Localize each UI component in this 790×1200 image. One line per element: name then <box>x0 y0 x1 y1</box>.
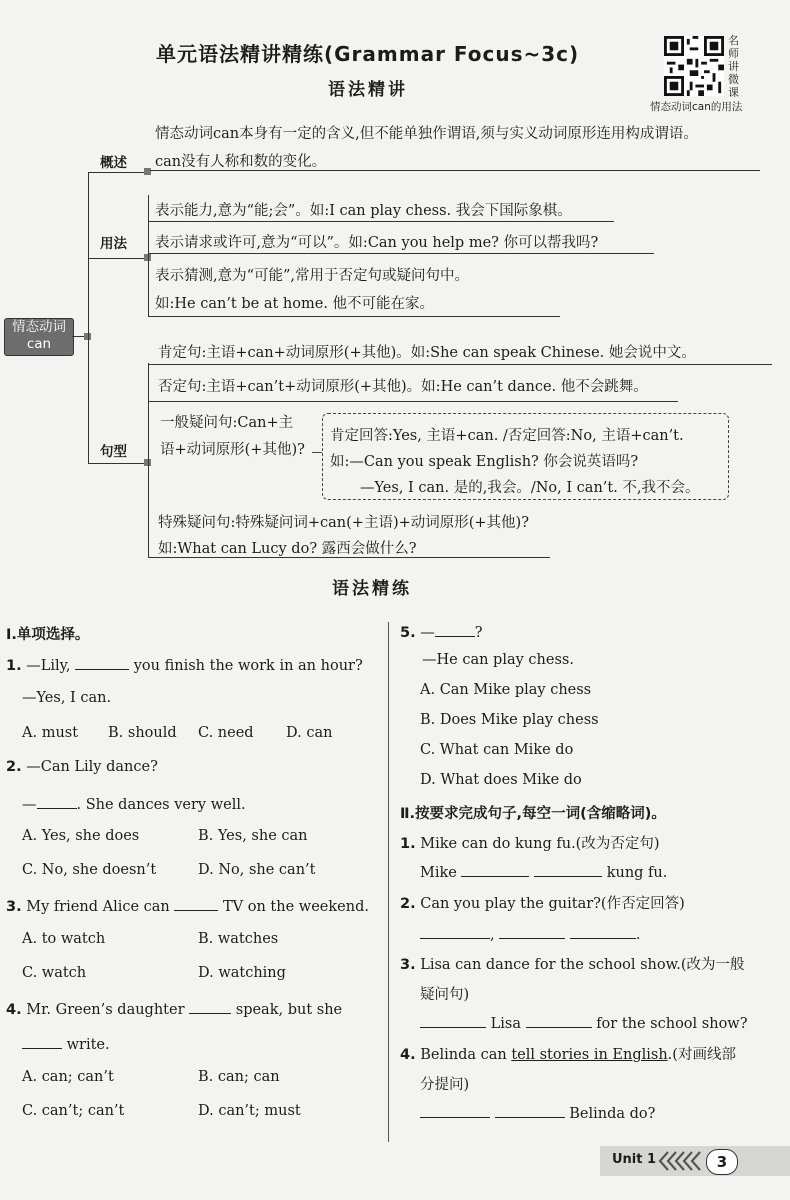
question-4-blank-2[interactable] <box>22 1034 62 1049</box>
sentence-4-prompt: 4. Belinda can tell stories in English.(对画线部 <box>400 1047 736 1063</box>
answer-rule: 肯定回答:Yes, 主语+can. /否定回答:No, 主语+can’t. <box>330 428 684 444</box>
sentence-4-blank-1[interactable] <box>420 1103 490 1118</box>
q4-option-a[interactable]: A. can; can’t <box>22 1069 114 1085</box>
q1-option-c[interactable]: C. need <box>198 725 254 741</box>
overview-text-2: can没有人称和数的变化。 <box>155 154 327 170</box>
sentence-2-blank-1[interactable] <box>420 924 490 939</box>
question-1-stem: 1. —Lily, you finish the work in an hour? <box>6 655 363 674</box>
sentence-1-blank-1[interactable] <box>461 862 529 877</box>
q1-option-b[interactable]: B. should <box>108 725 177 741</box>
sentence-4-prompt-cont: 分提问) <box>420 1077 470 1093</box>
question-5-reply: —He can play chess. <box>422 652 574 668</box>
question-4-blank-1[interactable] <box>189 999 231 1014</box>
branch-label-pattern: 句型 <box>100 444 127 460</box>
pattern-special-example: 如:What can Lucy do? 露西会做什么? <box>158 541 417 557</box>
mindmap-root: 情态动词can <box>4 318 74 356</box>
sentence-3-answer: Lisa for the school show? <box>420 1013 747 1032</box>
usage-guess: 表示猜测,意为“可能”,常用于否定句或疑问句中。 <box>155 268 470 284</box>
sentence-3-prompt: 3. Lisa can dance for the school show.(改为一般 <box>400 957 745 973</box>
sentence-2-prompt: 2. Can you play the guitar?(作否定回答) <box>400 896 685 912</box>
sentence-3-prompt-cont: 疑问句) <box>420 987 470 1003</box>
pattern-special-question: 特殊疑问句:特殊疑问词+can(+主语)+动词原形(+其他)? <box>158 515 529 531</box>
question-4-stem-cont: write. <box>22 1034 110 1053</box>
section-single-choice: Ⅰ.单项选择。 <box>6 627 90 643</box>
q4-option-c[interactable]: C. can’t; can’t <box>22 1103 125 1119</box>
q5-option-d[interactable]: D. What does Mike do <box>420 772 582 788</box>
page-number: 3 <box>706 1149 738 1175</box>
sentence-2-answer: , . <box>420 924 640 943</box>
pattern-general-question-1: 一般疑问句:Can+主 <box>160 415 294 431</box>
question-3-stem: 3. My friend Alice can TV on the weekend. <box>6 896 369 915</box>
usage-ability: 表示能力,意为“能;会”。如:I can play chess. 我会下国际象棋。 <box>155 203 572 219</box>
answer-example-reply: —Yes, I can. 是的,我会。/No, I can’t. 不,我不会。 <box>360 480 700 496</box>
q2-option-d[interactable]: D. No, she can’t <box>198 862 316 878</box>
q5-option-b[interactable]: B. Does Mike play chess <box>420 712 599 728</box>
q3-option-b[interactable]: B. watches <box>198 931 279 947</box>
pattern-positive: 肯定句:主语+can+动词原形(+其他)。如:She can speak Chinese. 她会说中文。 <box>158 345 696 361</box>
question-4-stem: 4. Mr. Green’s daughter speak, but she <box>6 999 342 1018</box>
section-title-practice: 语法精练 <box>332 579 412 599</box>
sentence-1-prompt: 1. Mike can do kung fu.(改为否定句) <box>400 836 660 852</box>
overview-text-1: 情态动词can本身有一定的含义,但不能单独作谓语,须与实义动词原形连用构成谓语。 <box>155 126 698 142</box>
qr-side-label: 名师讲微课 <box>728 34 739 99</box>
question-2-stem: 2. —Can Lily dance? <box>6 759 158 775</box>
question-3-blank[interactable] <box>174 896 218 911</box>
q3-option-c[interactable]: C. watch <box>22 965 87 981</box>
qr-code-icon[interactable] <box>664 36 724 96</box>
question-5-stem: 5. — ? <box>400 622 483 641</box>
q1-option-a[interactable]: A. must <box>22 725 79 741</box>
branch-label-usage: 用法 <box>100 236 127 252</box>
answer-example-question: 如:—Can you speak English? 你会说英语吗? <box>330 454 639 470</box>
sentence-1-blank-2[interactable] <box>534 862 602 877</box>
q2-option-c[interactable]: C. No, she doesn’t <box>22 862 157 878</box>
sentence-4-answer: Belinda do? <box>420 1103 655 1122</box>
q3-option-d[interactable]: D. watching <box>198 965 286 981</box>
usage-guess-example: 如:He can’t be at home. 他不可能在家。 <box>155 296 435 312</box>
q2-option-a[interactable]: A. Yes, she does <box>22 828 140 844</box>
qr-caption: 情态动词can的用法 <box>650 101 743 113</box>
sentence-1-answer: Mike kung fu. <box>420 862 667 881</box>
question-5-blank[interactable] <box>435 622 475 637</box>
chevrons-icon <box>658 1150 704 1176</box>
section-title-grammar-explain: 语法精讲 <box>328 80 408 100</box>
pattern-negative: 否定句:主语+can’t+动词原形(+其他)。如:He can’t dance. 他不会跳舞。 <box>158 379 648 395</box>
sentence-3-blank-2[interactable] <box>526 1013 592 1028</box>
q2-option-b[interactable]: B. Yes, she can <box>198 828 308 844</box>
q4-option-d[interactable]: D. can’t; must <box>198 1103 301 1119</box>
q4-option-b[interactable]: B. can; can <box>198 1069 280 1085</box>
sentence-3-blank-1[interactable] <box>420 1013 486 1028</box>
usage-permission: 表示请求或许可,意为“可以”。如:Can you help me? 你可以帮我吗? <box>155 235 599 251</box>
page-title: 单元语法精讲精练(Grammar Focus~3c) <box>156 42 580 66</box>
pattern-general-question-2: 语+动词原形(+其他)? <box>160 442 305 458</box>
question-1-blank[interactable] <box>75 655 129 670</box>
sentence-4-blank-2[interactable] <box>495 1103 565 1118</box>
question-1-reply: —Yes, I can. <box>22 690 112 706</box>
question-2-blank[interactable] <box>37 794 77 809</box>
q1-option-d[interactable]: D. can <box>286 725 333 741</box>
sentence-2-blank-2[interactable] <box>499 924 565 939</box>
q3-option-a[interactable]: A. to watch <box>22 931 106 947</box>
question-2-reply: — . She dances very well. <box>22 794 246 813</box>
footer-unit: Unit 1 <box>612 1152 657 1167</box>
sentence-2-blank-3[interactable] <box>570 924 636 939</box>
section-complete-sentences: Ⅱ.按要求完成句子,每空一词(含缩略词)。 <box>400 806 666 822</box>
q5-option-a[interactable]: A. Can Mike play chess <box>420 682 592 698</box>
underlined-phrase: tell stories in English <box>511 1047 668 1063</box>
branch-label-overview: 概述 <box>100 155 127 171</box>
q5-option-c[interactable]: C. What can Mike do <box>420 742 574 758</box>
